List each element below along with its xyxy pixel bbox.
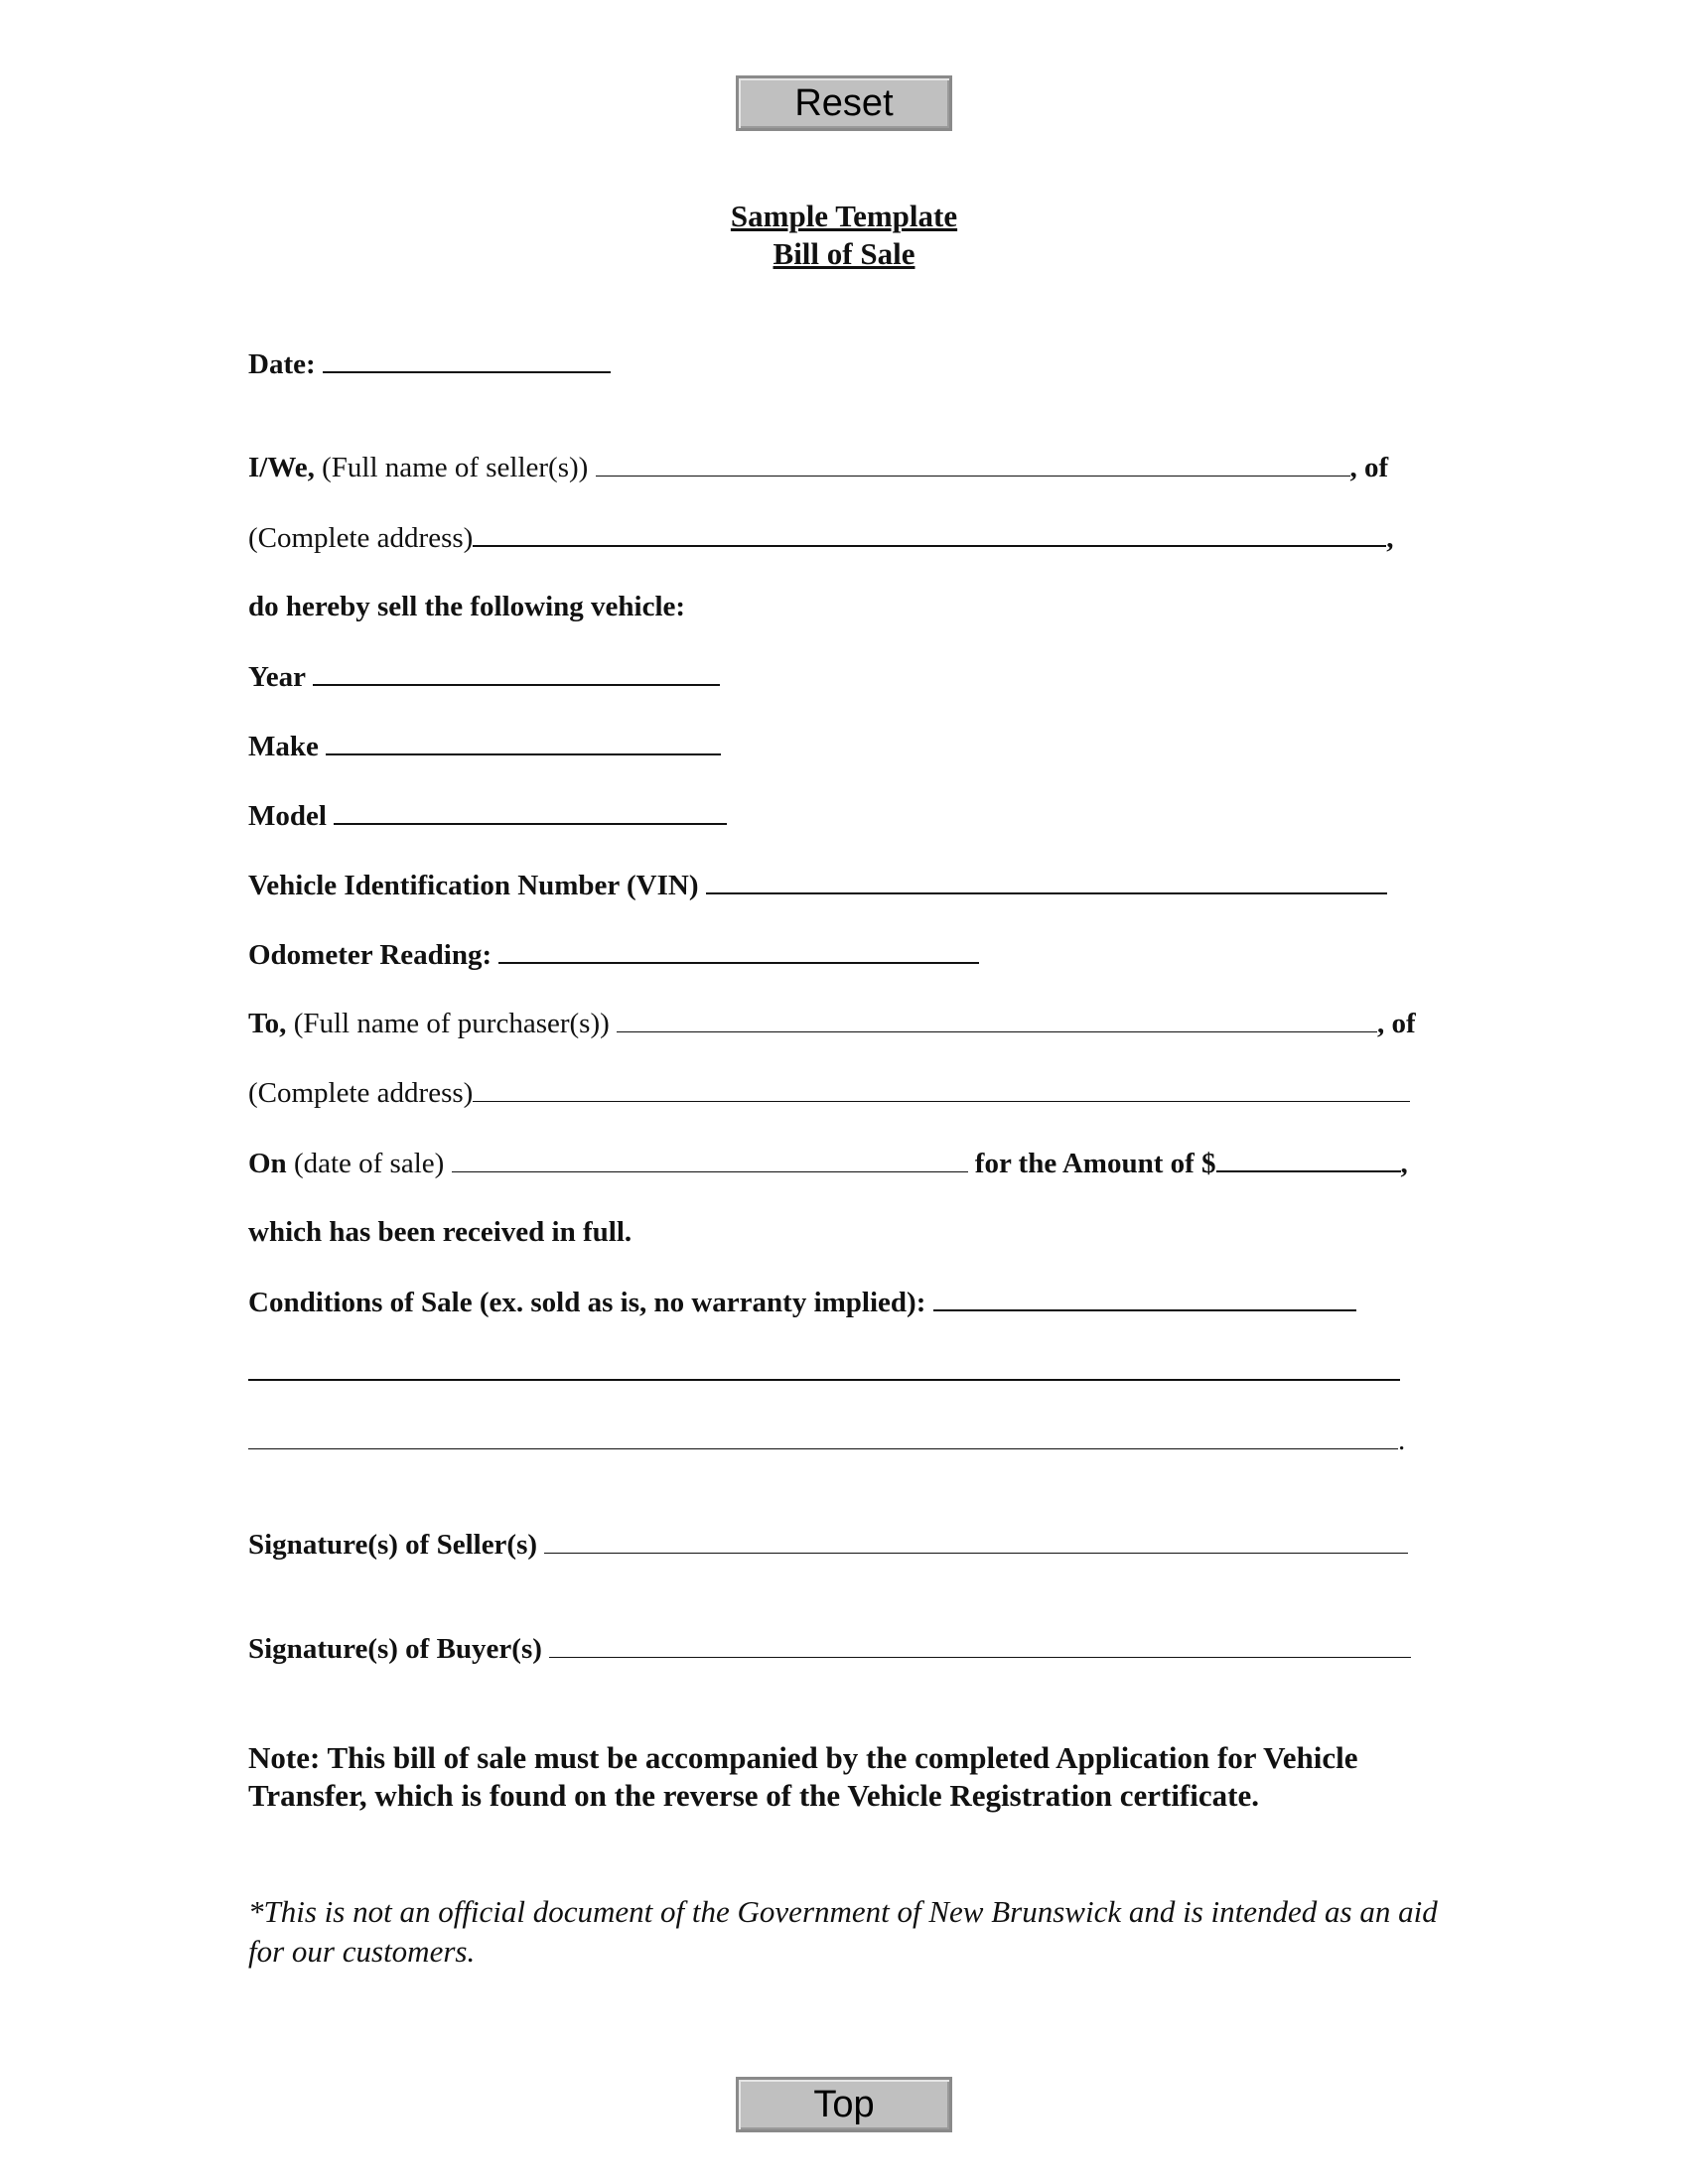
buyer-signature-row xyxy=(248,1631,1411,1667)
amount-label: for the Amount of $ xyxy=(974,1148,1216,1179)
date-label: Date: xyxy=(248,348,316,380)
vin-field[interactable] xyxy=(706,867,1387,894)
conditions-field-3[interactable] xyxy=(248,1423,1398,1449)
conditions-field-1[interactable] xyxy=(933,1284,1356,1311)
seller-address-comma: , xyxy=(1386,522,1394,554)
page-title: Sample Template xyxy=(730,199,958,233)
page-subtitle: Bill of Sale xyxy=(773,236,915,271)
model-row xyxy=(248,797,727,834)
seller-signature-row xyxy=(248,1527,1408,1563)
purchaser-label: (Full name of purchaser(s)) xyxy=(293,1008,610,1039)
to-prefix: To, xyxy=(248,1008,287,1039)
buyer-signature-field[interactable] xyxy=(549,1631,1411,1658)
seller-of: , of xyxy=(1349,452,1389,483)
seller-address-label: (Complete address) xyxy=(248,522,474,554)
buyer-signature-label: Signature(s) of Buyer(s) xyxy=(248,1633,542,1665)
sale-date-field[interactable] xyxy=(452,1146,968,1172)
odometer-label: Odometer Reading: xyxy=(248,939,492,971)
vin-label: Vehicle Identification Number (VIN) xyxy=(248,870,699,901)
purchaser-name-field[interactable] xyxy=(617,1006,1377,1032)
amount-comma: , xyxy=(1400,1148,1408,1179)
conditions-field-2[interactable] xyxy=(248,1353,1400,1381)
top-button[interactable]: Top xyxy=(736,2077,952,2132)
received-statement: which has been received in full. xyxy=(248,1216,633,1248)
amount-field[interactable] xyxy=(1216,1145,1401,1172)
date-field[interactable] xyxy=(323,345,611,373)
model-label: Model xyxy=(248,800,327,832)
year-label: Year xyxy=(248,661,306,693)
reset-button[interactable]: Reset xyxy=(736,75,952,131)
sell-statement: do hereby sell the following vehicle: xyxy=(248,591,686,622)
conditions-row xyxy=(248,1284,1356,1320)
conditions-row-2 xyxy=(248,1353,1400,1390)
purchaser-address-label: (Complete address) xyxy=(248,1077,474,1109)
year-field[interactable] xyxy=(313,658,720,686)
disclaimer-text: *This is not an official document of the Government of New Brunswick and is intended as an aid for our customers. xyxy=(248,1894,1438,1969)
conditions-label: Conditions of Sale (ex. sold as is, no warranty implied): xyxy=(248,1287,926,1318)
conditions-period: . xyxy=(1398,1425,1406,1456)
seller-address-row xyxy=(248,519,1394,556)
make-row xyxy=(248,728,721,764)
date-of-sale-label: (date of sale) xyxy=(293,1148,445,1179)
purchaser-address-field[interactable] xyxy=(473,1075,1410,1102)
seller-address-field[interactable] xyxy=(473,519,1386,547)
note-text: Note: This bill of sale must be accompanied by the completed Application for Vehicle Transfer, which is found on the reverse of the Vehicle Registration certificate. xyxy=(248,1740,1358,1813)
seller-row xyxy=(248,450,1388,485)
make-field[interactable] xyxy=(326,728,721,755)
make-label: Make xyxy=(248,731,319,762)
odometer-row xyxy=(248,936,979,973)
seller-signature-label: Signature(s) of Seller(s) xyxy=(248,1529,538,1561)
seller-label: (Full name of seller(s)) xyxy=(322,452,589,483)
year-row xyxy=(248,658,720,695)
purchaser-address-row xyxy=(248,1075,1410,1111)
seller-signature-field[interactable] xyxy=(544,1527,1408,1554)
seller-name-field[interactable] xyxy=(596,450,1350,477)
vin-row xyxy=(248,867,1387,903)
purchaser-row xyxy=(248,1006,1416,1041)
conditions-row-3 xyxy=(248,1423,1405,1458)
date-row xyxy=(248,345,611,382)
odometer-field[interactable] xyxy=(498,936,979,964)
purchaser-of: , of xyxy=(1377,1008,1416,1039)
on-prefix: On xyxy=(248,1148,287,1179)
sale-date-row xyxy=(248,1145,1408,1181)
model-field[interactable] xyxy=(334,797,727,825)
seller-prefix: I/We, xyxy=(248,452,315,483)
